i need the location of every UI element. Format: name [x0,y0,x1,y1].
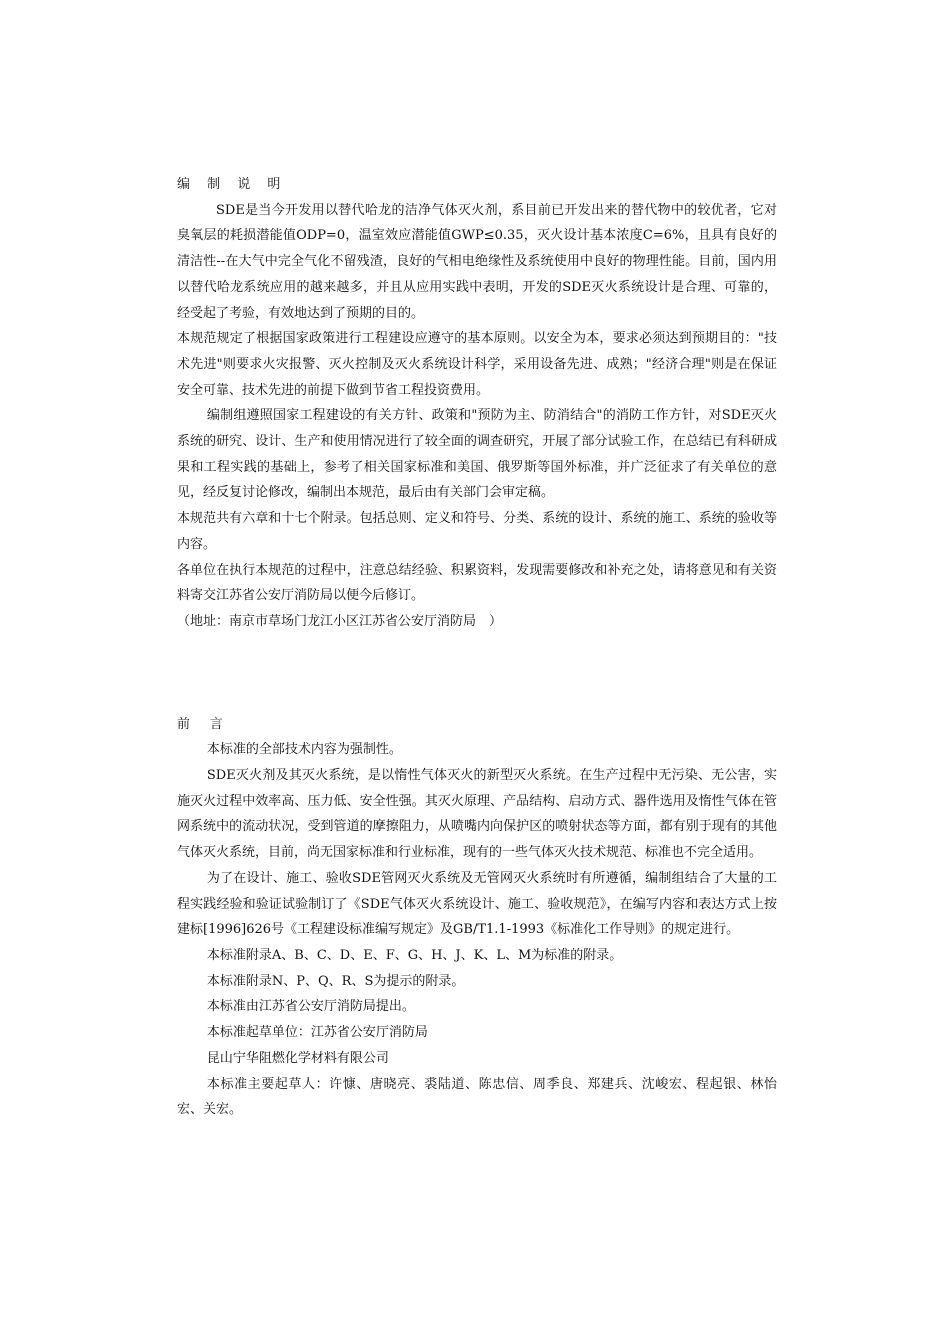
document-page [177,172,777,1123]
paragraph: 本标准由江苏省公安厅消防局提出。 [206,999,415,1015]
paragraph: 本规范规定了根据国家政策进行工程建设应遵守的基本原则。以安全为本，要求必须达到预期目的："技术先进"则要求火灾报警、灭火控制及灭火系统设计科学，采用设备先进、成熟；"经济合理"则是在保证安全可靠、技术先进的前提下做到节省工程投资费用。 [177,331,777,398]
section-spacer [177,635,777,712]
paragraph: 编制组遵照国家工程建设的有关方针、政策和"预防为主、防消结合"的消防工作方针，对SDE灭火系统的研究、设计、生产和使用情况进行了较全面的调查研究，开展了部分试验工作，在总结已有科研成果和工程实践的基础上，参考了相关国家标准和美国、俄罗斯等国外标准，并广泛征求了有关单位的意见，经反复讨论修改，编制出本规范，最后由有关部门会审定稿。 [177,408,777,501]
paragraph: 本标准起草单位：江苏省公安厅消防局 [206,1025,428,1041]
paragraph: 为了在设计、施工、验收SDE管网灭火系统及无管网灭火系统时有所遵循，编制组结合了大量的工程实践经验和验证试验制订了《SDE气体灭火系统设计、施工、验收规范》，在编写内容和表达方式上按建标[1996]626号《工程建设标准编写规定》及GB/T1.1-1993《标准化工作导则》的规定进行。 [177,870,777,938]
paragraph: SDE灭火剂及其灭火系统，是以惰性气体灭火的新型灭火系统。在生产过程中无污染、无公害，实施灭火过程中效率高、压力低、安全性强。其灭火原理、产品结构、启动方式、器件选用及惰性气体在管网系统中的流动状况，受到管道的摩擦阻力，从喷嘴内向保护区的喷射状态等方面，都有别于现有的其他气体灭火系统，目前，尚无国家标准和行业标准，现有的一些气体灭火技术规范、标准也不完全适用。 [177,768,777,861]
section-title-compilation-notes: 编 制 说 明 [177,177,287,192]
section-title-foreword: 前 言 [177,716,231,732]
paragraph: 昆山宁华阻燃化学材料有限公司 [206,1050,389,1066]
paragraph: 本标准附录N、P、Q、R、S为提示的附录。 [206,973,465,989]
paragraph: 本标准主要起草人：许慷、唐晓亮、裘陆道、陈忠信、周季良、郑建兵、沈峻宏、程起银、林怡宏、关宏。 [177,1076,777,1118]
paragraph: 本标准的全部技术内容为强制性。 [206,742,402,758]
paragraph: SDE是当今开发用以替代哈龙的洁净气体灭火剂，系目前已开发出来的替代物中的较优者，它对臭氧层的耗损潜能值ODP=0，温室效应潜能值GWP≤0.35，灭火设计基本浓度C=6%，且具有良好的清洁性--在大气中完全气化不留残渣，良好的气相电绝缘性及系统使用中良好的物理性能。目前，国内用以替代哈龙系统应用的越来越多，并且从应用实践中表明，开发的SDE灭火系统设计是合理、可靠的，经受起了考验，有效地达到了预期的目的。 [177,202,777,321]
address-line: （地址：南京市草场门龙江小区江苏省公安厅消防局 ） [177,613,503,629]
paragraph: 各单位在执行本规范的过程中，注意总结经验、积累资料，发现需要修改和补充之处，请将意见和有关资料寄交江苏省公安厅消防局以便今后修订。 [177,562,777,604]
paragraph: 本规范共有六章和十七个附录。包括总则、定义和符号、分类、系统的设计、系统的施工、系统的验收等内容。 [177,511,777,552]
paragraph: 本标准附录A、B、C、D、E、F、G、H、J、K、L、M为标准的附录。 [206,947,623,963]
